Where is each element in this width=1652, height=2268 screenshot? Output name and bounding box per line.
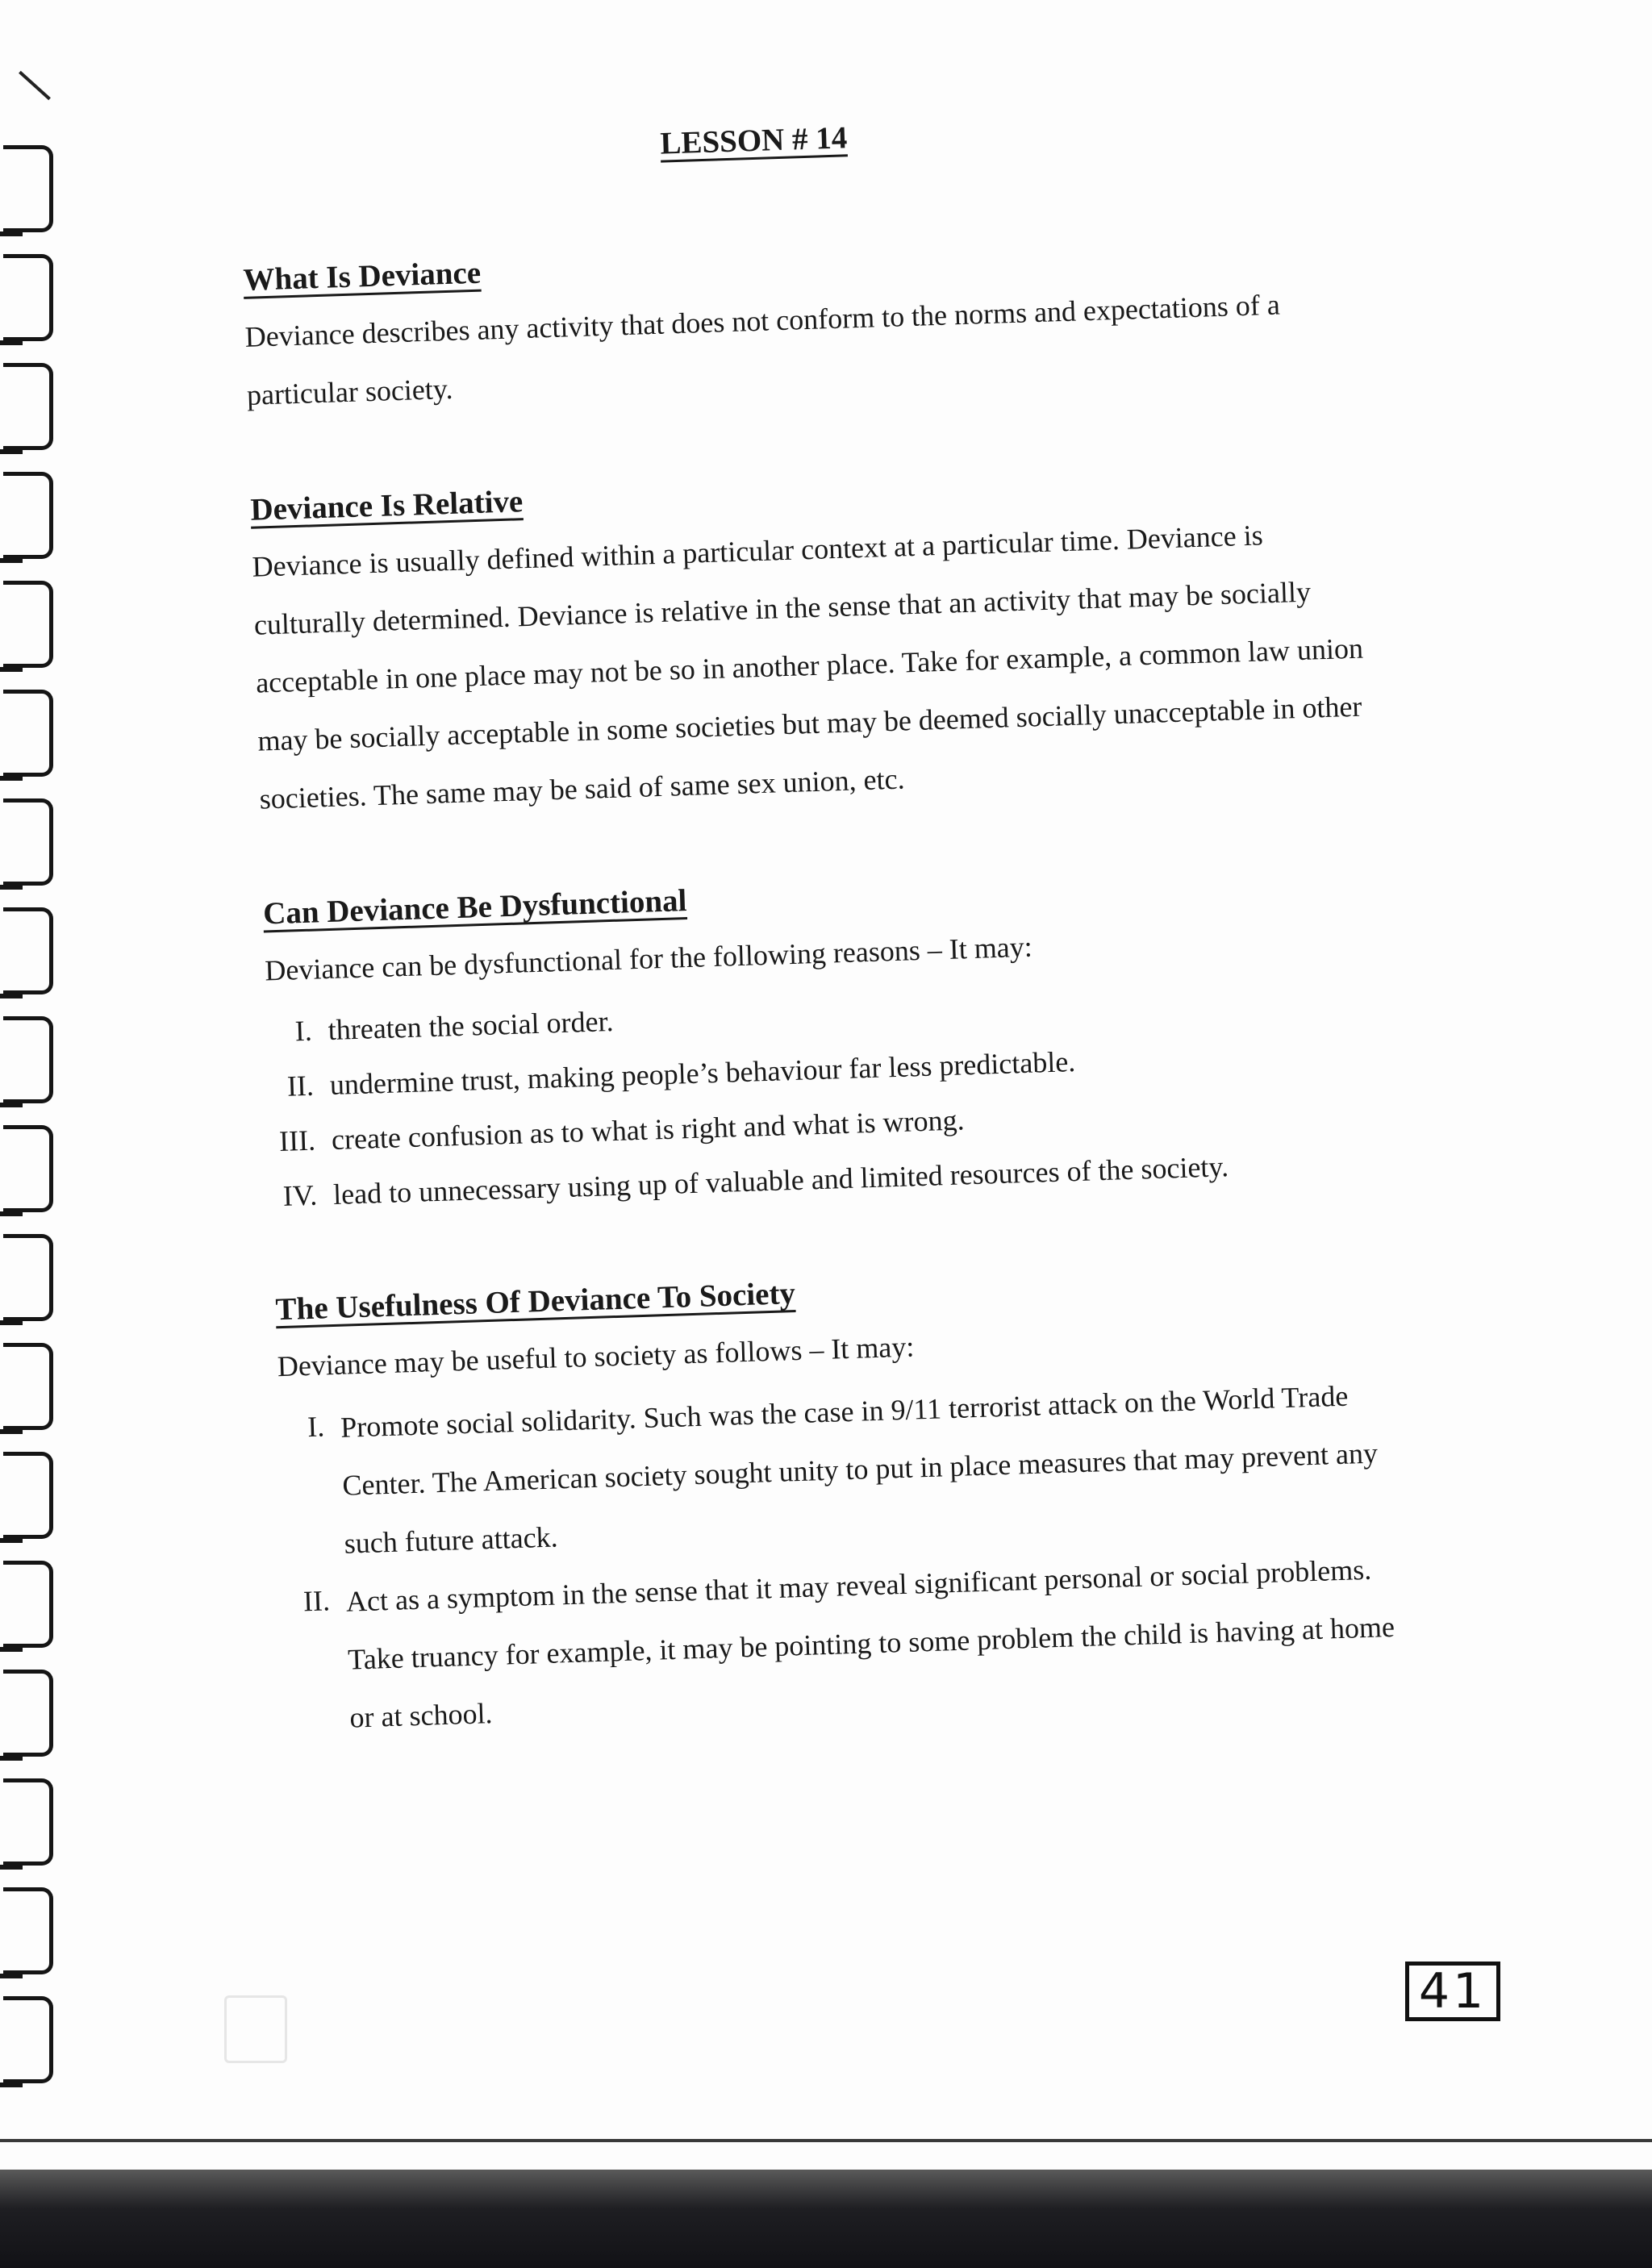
section-heading: Deviance Is Relative (249, 484, 524, 527)
list-item-number: IV. (282, 1178, 318, 1212)
list-item-text: Act as a symptom in the sense that it may reveal significant personal or social problems. Take truancy for example, it may be pointing to some problem the child is having at home or at school. (345, 1553, 1395, 1734)
binding-ring (3, 690, 53, 777)
section-heading: What Is Deviance (242, 255, 482, 298)
binding-ring (3, 1887, 53, 1974)
section-can-deviance-be-dysfunctional (262, 861, 1385, 1224)
binding-ring (3, 363, 53, 450)
section-intro: Deviance may be useful to society as follows – It may: (277, 1330, 915, 1383)
list-item-text: create confusion as to what is right and what is wrong. (331, 1103, 966, 1156)
list-item-text: Promote social solidarity. Such was the case in 9/11 terrorist attack on the World Trade Center. The American society sought unity to put in place measures that may prevent any such future attack. (340, 1379, 1379, 1560)
section-body: Deviance describes any activity that does not conform to the norms and expectations of a particular society. (244, 288, 1281, 411)
section-deviance-is-relative (250, 457, 1373, 828)
faint-stamp-mark (224, 1995, 287, 2063)
dysfunction-list (266, 969, 1386, 1224)
list-item (284, 1540, 1402, 1749)
binding-ring (3, 907, 53, 994)
binding-ring (3, 1996, 53, 2083)
binding-ring (3, 1670, 53, 1757)
section-heading: Can Deviance Be Dysfunctional (262, 883, 688, 932)
page-bottom-edge (0, 2139, 1652, 2142)
binding-ring (3, 1016, 53, 1103)
binding-ring (3, 145, 53, 232)
binding-ring (3, 1452, 53, 1539)
list-item-number: II. (286, 1069, 315, 1103)
section-body: Deviance is usually defined within a particular context at a particular time. Deviance is culturally determined. Deviance is relative in the sense that an activity that may be socially acceptable in one place may not be so in another place. Take for example, a common law union may be socially acceptable in some societies but may be deemed socially unacceptable in other societies. The same may be said of same sex union, etc. (252, 519, 1364, 815)
section-what-is-deviance (243, 227, 1361, 424)
list-item-number: I. (294, 1014, 313, 1048)
lesson-content (239, 104, 1404, 1816)
list-item-text: lead to unnecessary using up of valuable and limited resources of the society. (332, 1150, 1229, 1211)
list-item-number: II. (302, 1584, 331, 1618)
binding-ring (3, 254, 53, 341)
list-item-text: threaten the social order. (327, 1004, 615, 1047)
lesson-title: LESSON # 14 (659, 120, 848, 161)
binding-ring (3, 1561, 53, 1648)
binding-ring (3, 1125, 53, 1212)
page-number: 41 (1405, 1962, 1500, 2021)
binding-ring (3, 1778, 53, 1866)
binding-ring (3, 1343, 53, 1430)
binding-ring (3, 798, 53, 886)
binding-ring (3, 1234, 53, 1321)
corner-pen-mark (19, 71, 51, 100)
section-usefulness-of-deviance (275, 1257, 1402, 1749)
spiral-binding (0, 145, 73, 2121)
scanner-background-band (0, 2170, 1652, 2268)
list-item-text: undermine trust, making people’s behaviour far less predictable. (329, 1044, 1076, 1102)
binding-ring (3, 472, 53, 559)
list-item-number: III. (278, 1124, 316, 1158)
list-item-number: I. (307, 1410, 325, 1444)
list-item (278, 1365, 1396, 1574)
binding-ring (3, 581, 53, 668)
usefulness-list (278, 1365, 1402, 1749)
section-intro: Deviance can be dysfunctional for the following reasons – It may: (264, 930, 1033, 987)
section-heading: The Usefulness Of Deviance To Society (274, 1276, 796, 1328)
